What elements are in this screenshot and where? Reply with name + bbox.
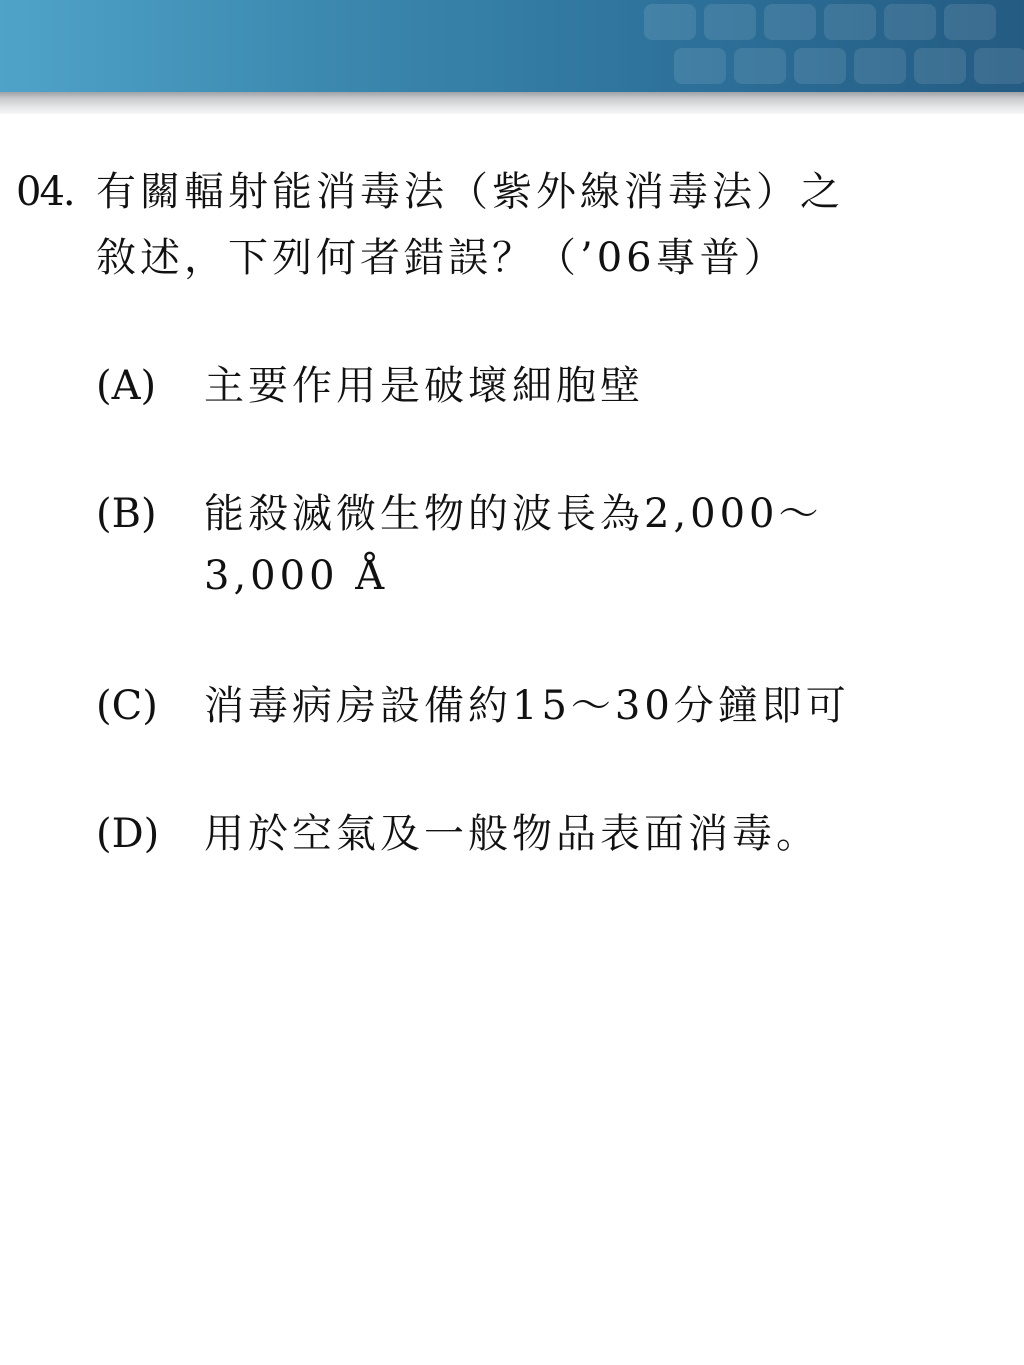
option-a-text: 主要作用是破壞細胞壁 (204, 363, 644, 409)
option-d-text: 用於空氣及一般物品表面消毒。 (204, 811, 820, 857)
option-c-text: 消毒病房設備約15～30分鐘即可 (204, 683, 850, 729)
option-b-text-line-2: 3,000 Å (204, 553, 389, 599)
option-b-text-line-1: 能殺滅微生物的波長為2,000～ (204, 491, 823, 537)
option-b-label: (B) (96, 491, 157, 537)
question-text-line-2: 敘述，下列何者錯誤？（’06專普） (96, 235, 788, 281)
question-number: 04. (16, 169, 74, 215)
option-d-label: (D) (96, 811, 160, 857)
option-a-label: (A) (96, 363, 157, 409)
option-c-label: (C) (96, 683, 158, 729)
question-text-line-1: 有關輻射能消毒法（紫外線消毒法）之 (96, 169, 844, 215)
